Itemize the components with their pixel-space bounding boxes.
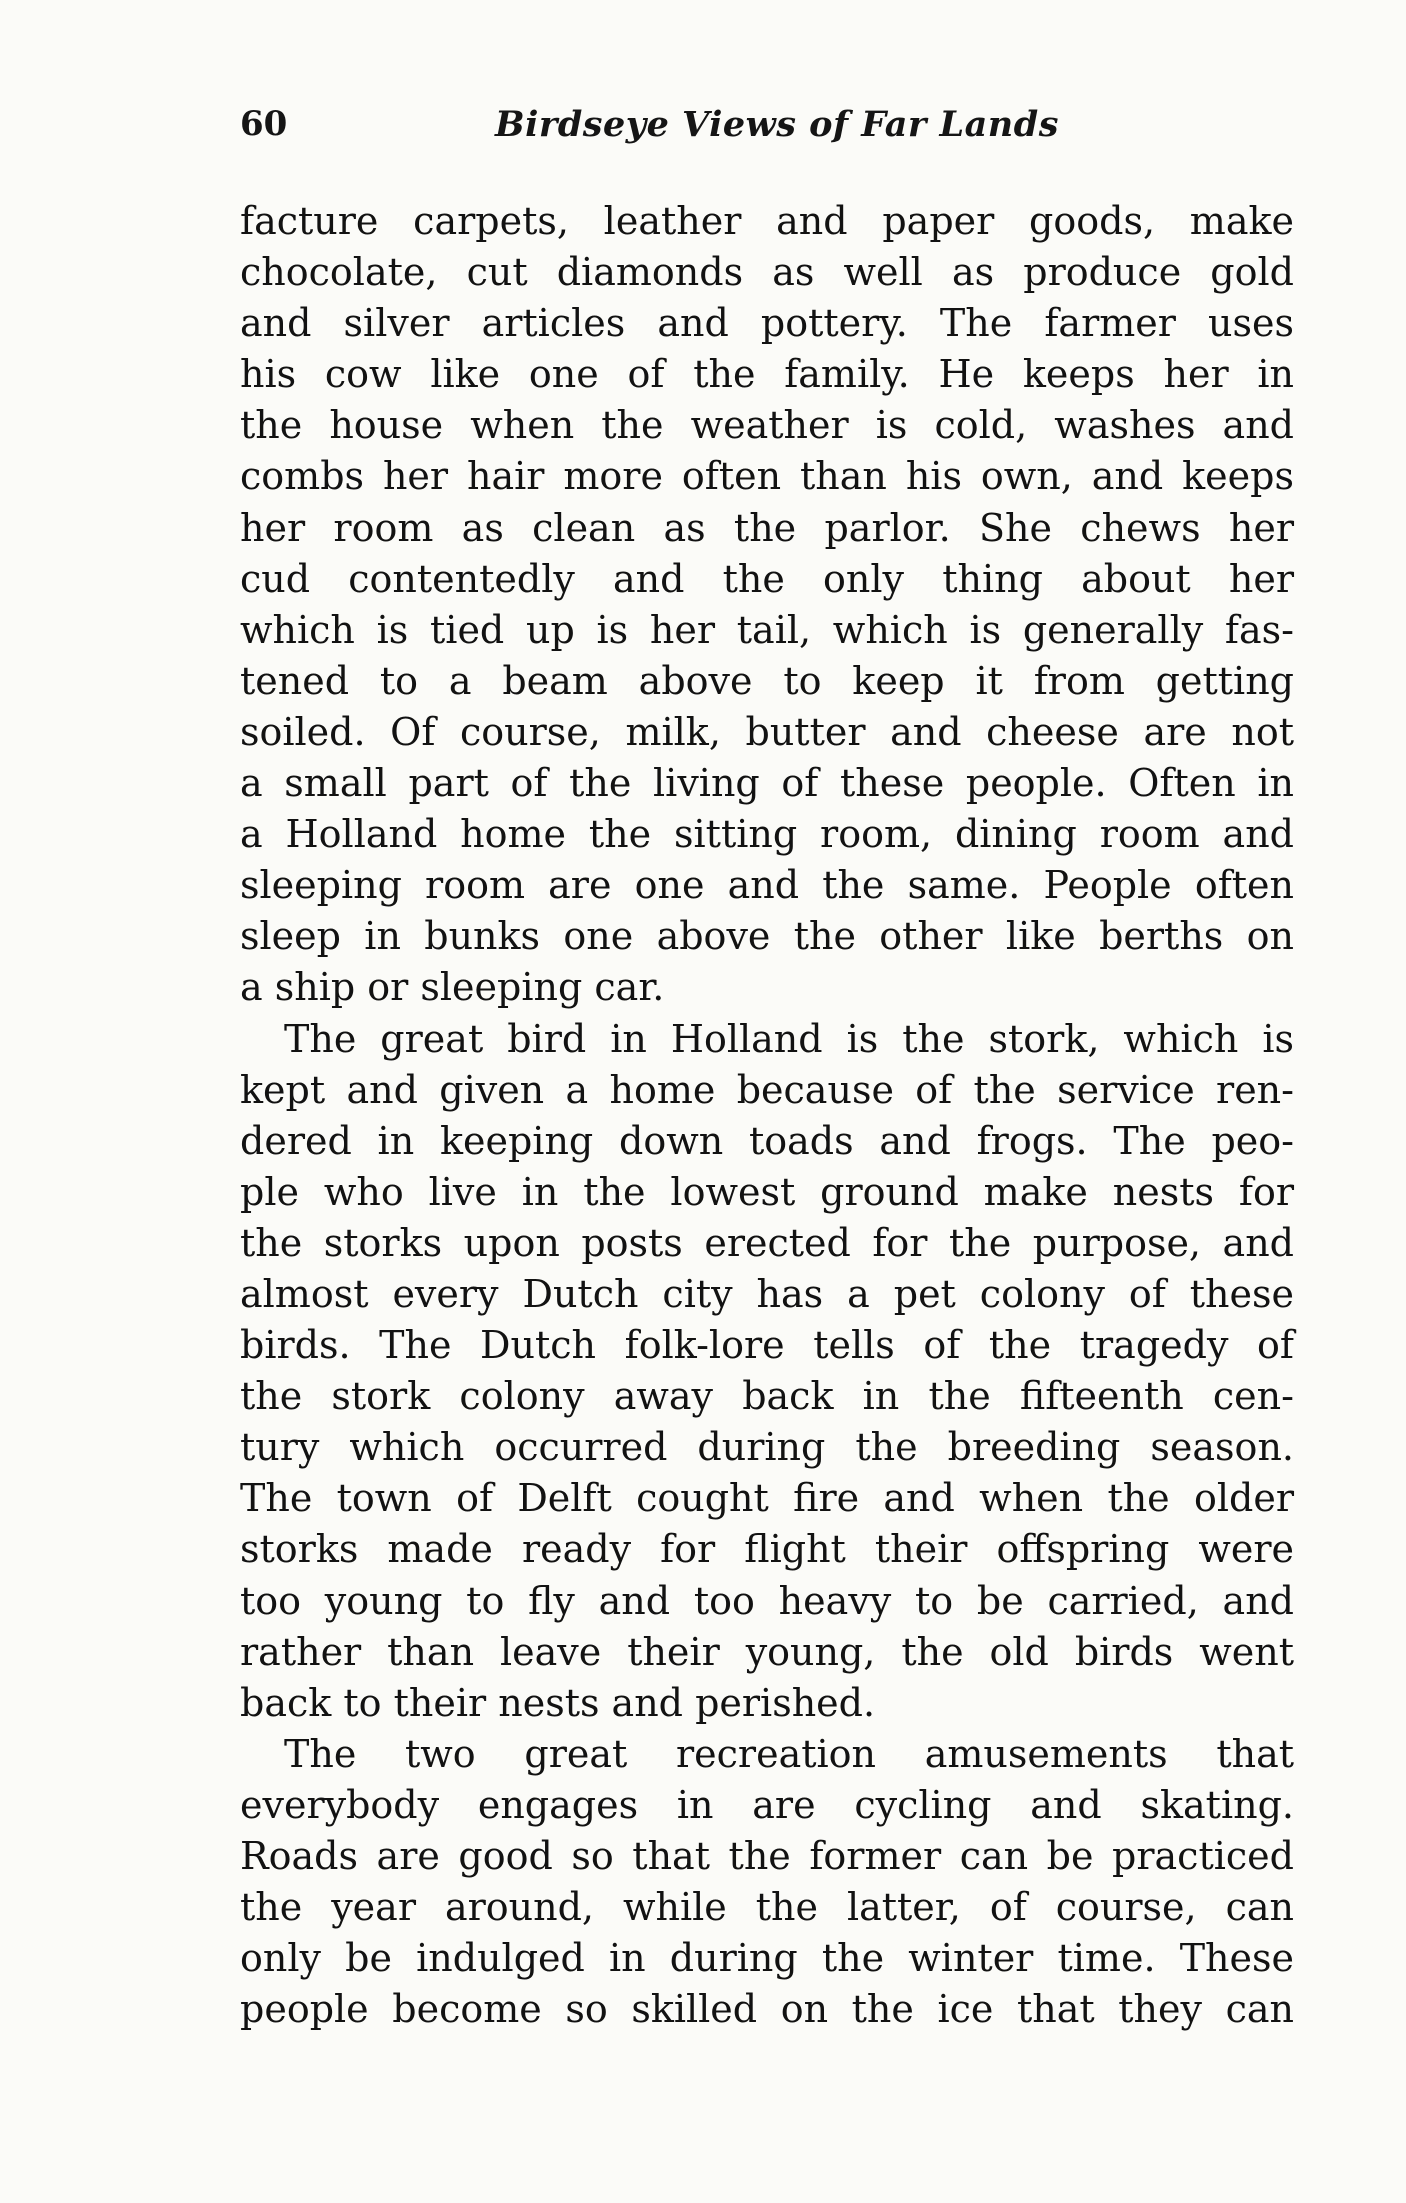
text-line: sleep in bunks one above the other like berths on	[240, 914, 1294, 959]
text-line: The town of Delft cought fire and when the older	[240, 1476, 1294, 1521]
text-line: birds. The Dutch folk-lore tells of the tragedy of	[240, 1323, 1294, 1368]
paragraph-1	[240, 196, 1294, 1014]
text-line: combs her hair more often than his own, and keeps	[240, 454, 1294, 499]
text-line: a small part of the living of these people. Often in	[240, 761, 1294, 806]
text-line: only be indulged in during the winter time. These	[240, 1936, 1294, 1981]
text-line: ple who live in the lowest ground make nests for	[240, 1169, 1294, 1214]
text-line: her room as clean as the parlor. She chews her	[240, 505, 1294, 550]
text-line: The great bird in Holland is the stork, which is	[284, 1016, 1294, 1061]
text-line: sleeping room are one and the same. People often	[240, 863, 1294, 908]
text-line: kept and given a home because of the service ren-	[240, 1067, 1294, 1112]
text-line: a Holland home the sitting room, dining room and	[240, 812, 1294, 857]
text-line: soiled. Of course, milk, butter and cheese are not	[240, 709, 1294, 754]
text-line: people become so skilled on the ice that they can	[240, 1987, 1294, 2032]
text-line: chocolate, cut diamonds as well as produce gold	[240, 250, 1294, 295]
text-line: Roads are good so that the former can be practiced	[240, 1834, 1294, 1878]
text-line: dered in keeping down toads and frogs. The peo-	[240, 1118, 1294, 1163]
page-number: 60	[240, 104, 288, 144]
paragraph-3	[240, 1729, 1294, 2036]
body-text	[240, 196, 1294, 2035]
text-line: too young to fly and too heavy to be carried, and	[240, 1578, 1294, 1623]
running-head	[240, 100, 1294, 160]
book-title: Birdseye Views of Far Lands	[495, 104, 1059, 145]
text-line: which is tied up is her tail, which is generally fas-	[240, 607, 1294, 652]
text-line: a ship or sleeping car.	[240, 965, 665, 1010]
text-line: The two great recreation amusements that	[284, 1731, 1294, 1776]
text-line: everybody engages in are cycling and skating.	[240, 1782, 1294, 1827]
text-line: his cow like one of the family. He keeps her in	[240, 352, 1294, 397]
text-line: rather than leave their young, the old birds went	[240, 1629, 1294, 1674]
text-line: tened to a beam above to keep it from getting	[240, 658, 1294, 703]
text-line: tury which occurred during the breeding season.	[240, 1425, 1294, 1470]
text-line: back to their nests and perished.	[240, 1680, 876, 1725]
paragraph-2	[240, 1014, 1294, 1729]
text-line: storks made ready for flight their offspring were	[240, 1527, 1294, 1572]
text-line: facture carpets, leather and paper goods, make	[240, 199, 1294, 243]
text-line: the year around, while the latter, of course, can	[240, 1885, 1294, 1930]
text-line: the stork colony away back in the fifteenth cen-	[240, 1374, 1294, 1419]
text-line: cud contentedly and the only thing about her	[240, 556, 1294, 601]
text-line: the storks upon posts erected for the purpose, and	[240, 1220, 1294, 1265]
text-line: the house when the weather is cold, washes and	[240, 403, 1294, 448]
text-line: almost every Dutch city has a pet colony of these	[240, 1271, 1294, 1316]
text-line: and silver articles and pottery. The farmer uses	[240, 301, 1294, 346]
